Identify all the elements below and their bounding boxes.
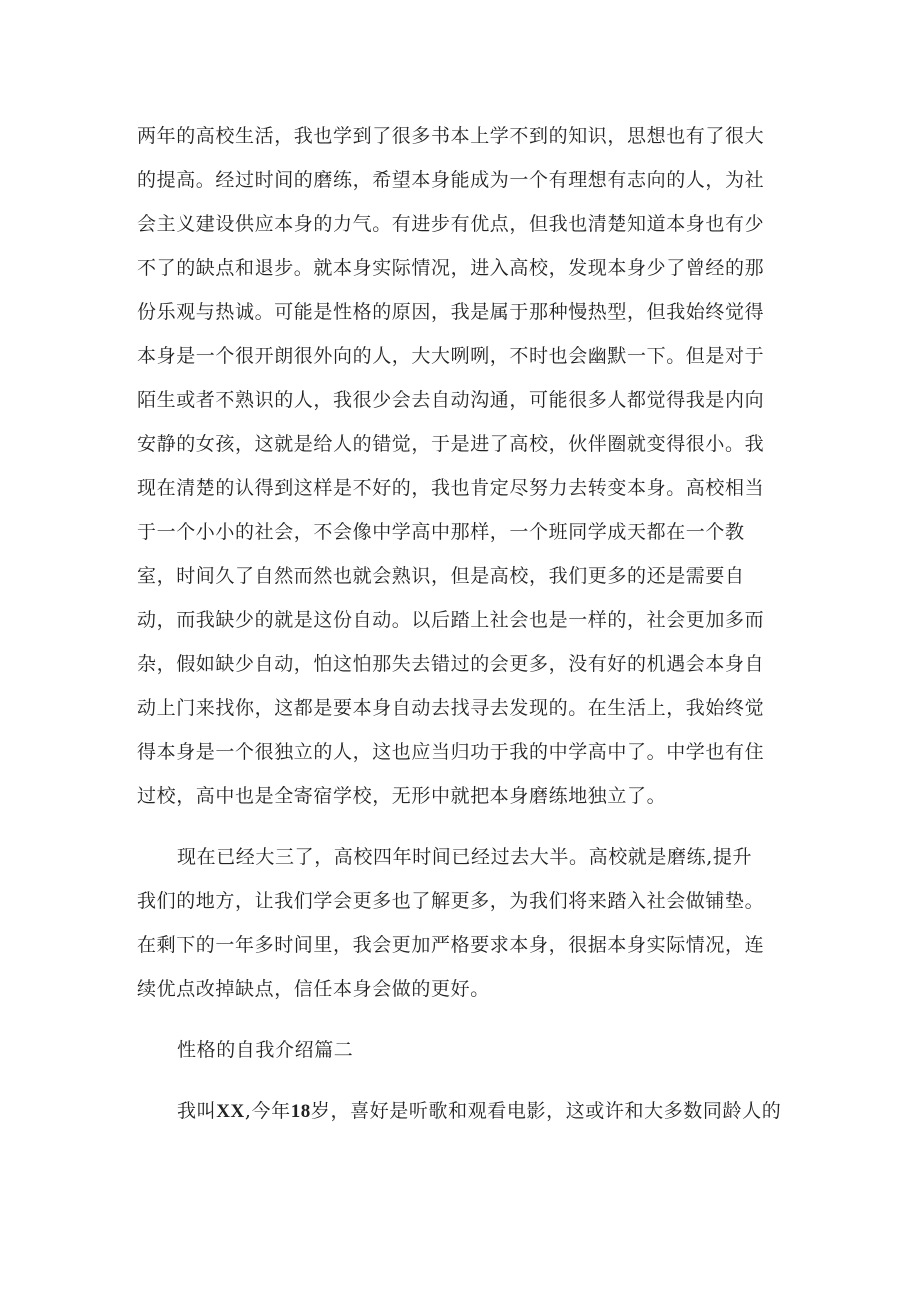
paragraph-1-line-14: 动上门来找你，这都是要本身自动去找寻去发现的。在生活上，我始终觉 <box>137 697 765 719</box>
paragraph-2-line-3: 在剩下的一年多时间里，我会更加严格要求本身，很据本身实际情况，连 <box>137 934 765 956</box>
name-value: XX <box>216 1101 245 1122</box>
paragraph-3-line-1 <box>177 1099 837 1124</box>
paragraph-3-text-1: 我叫 <box>177 1100 217 1122</box>
section-heading: 性格的自我介绍篇二 <box>177 1039 354 1061</box>
paragraph-2-line-1: 现在已经大三了，高校四年时间已经过去大半。高校就是磨练,提升 <box>177 846 753 868</box>
paragraph-3-text-3: 岁，喜好是听歌和观看电影，这或许和大多数同龄人的 <box>310 1100 782 1122</box>
paragraph-2-line-4: 续优点改掉缺点，信任本身会做的更好。 <box>137 978 490 1000</box>
paragraph-1-line-11: 室，时间久了自然而然也就会熟识，但是高校，我们更多的还是需要自 <box>137 565 745 587</box>
paragraph-1-line-8: 安静的女孩，这就是给人的错觉，于是进了高校，伙伴圈就变得很小。我 <box>137 433 765 455</box>
paragraph-1-line-10: 于一个小小的社会，不会像中学高中那样，一个班同学成天都在一个教 <box>137 521 745 543</box>
paragraph-1-line-12: 动，而我缺少的就是这份自动。以后踏上社会也是一样的，社会更加多而 <box>137 609 765 631</box>
paragraph-1-line-5: 份乐观与热诚。可能是性格的原因，我是属于那种慢热型，但我始终觉得 <box>137 301 765 323</box>
paragraph-1-line-15: 得本身是一个很独立的人，这也应当归功于我的中学高中了。中学也有住 <box>137 741 765 763</box>
paragraph-1-line-9: 现在清楚的认得到这样是不好的，我也肯定尽努力去转变本身。高校相当 <box>137 477 765 499</box>
paragraph-1-line-2: 的提高。经过时间的磨练，希望本身能成为一个有理想有志向的人，为社 <box>137 169 765 191</box>
paragraph-1-line-13: 杂，假如缺少自动，怕这怕那失去错过的会更多，没有好的机遇会本身自 <box>137 653 765 675</box>
paragraph-2-line-2: 我们的地方，让我们学会更多也了解更多，为我们将来踏入社会做铺垫。 <box>137 890 765 912</box>
paragraph-1-line-16: 过校，高中也是全寄宿学校，无形中就把本身磨练地独立了。 <box>137 785 667 807</box>
paragraph-1-line-1: 两年的高校生活，我也学到了很多书本上学不到的知识，思想也有了很大 <box>137 125 765 147</box>
paragraph-1-line-3: 会主义建设供应本身的力气。有进步有优点，但我也清楚知道本身也有少 <box>137 213 765 235</box>
paragraph-1-line-4: 不了的缺点和退步。就本身实际情况，进入高校，发现本身少了曾经的那 <box>137 257 765 279</box>
paragraph-3-text-2: ,今年 <box>244 1100 291 1122</box>
age-value: 18 <box>290 1101 311 1122</box>
paragraph-1-line-7: 陌生或者不熟识的人，我很少会去自动沟通，可能很多人都觉得我是内向 <box>137 389 765 411</box>
paragraph-1-line-6: 本身是一个很开朗很外向的人，大大咧咧，不时也会幽默一下。但是对于 <box>137 345 765 367</box>
